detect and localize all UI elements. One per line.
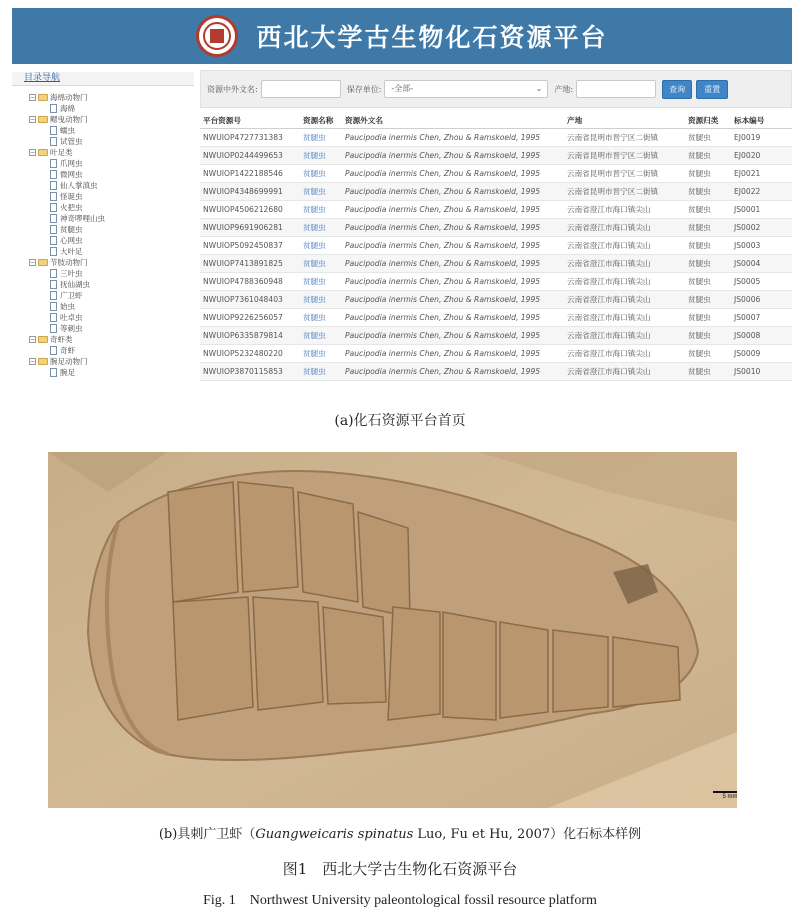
table-cell: NWUIOP0244499653: [200, 146, 300, 164]
tree-node-label: 海绵: [60, 104, 75, 113]
document-icon: [50, 247, 57, 256]
fossil-specimen-photo: [48, 452, 737, 808]
table-cell: NWUIOP4506212680: [200, 200, 300, 218]
table-cell: 贫腿虫: [685, 200, 731, 218]
tree-node-label: 始虫: [60, 302, 75, 311]
table-cell: Paucipodia inermis Chen, Zhou & Ramskoeld, 1995: [342, 182, 564, 200]
table-cell: NWUIOP4727731383: [200, 128, 300, 146]
tree-node-label: 海绵动物门: [50, 93, 88, 102]
caption-b: [0, 823, 800, 842]
collapse-toggle-icon[interactable]: −: [30, 259, 36, 266]
tree-leaf-node[interactable]: [12, 301, 194, 312]
table-cell: 贫腿虫: [685, 344, 731, 362]
tree-leaf-node[interactable]: [12, 323, 194, 334]
name-label: 资源中外文名:: [207, 84, 258, 94]
tree-node-label: 怪诞虫: [60, 192, 83, 201]
table-row[interactable]: [200, 362, 792, 380]
tree-leaf-node[interactable]: [12, 268, 194, 279]
table-cell: Paucipodia inermis Chen, Zhou & Ramskoeld, 1995: [342, 200, 564, 218]
table-cell: NWUIOP3870115853: [200, 362, 300, 380]
document-icon: [50, 324, 57, 333]
table-cell: 云南省澄江市海口镇尖山: [564, 344, 685, 362]
tree-leaf-node[interactable]: [12, 246, 194, 257]
document-icon: [50, 291, 57, 300]
unit-select[interactable]: [384, 80, 548, 98]
tree-node-label: 腕足动物门: [50, 357, 88, 366]
tree-leaf-node[interactable]: [12, 279, 194, 290]
folder-icon: [38, 94, 48, 101]
resource-name-link[interactable]: 贫腿虫: [300, 128, 342, 146]
tree-folder-node[interactable]: [12, 114, 194, 125]
table-cell: 贫腿虫: [685, 290, 731, 308]
column-header[interactable]: 平台资源号: [200, 114, 300, 128]
table-cell: JS0004: [731, 254, 792, 272]
collapse-toggle-icon[interactable]: −: [30, 358, 36, 365]
tree-node-label: 仙人掌滇虫: [60, 181, 98, 190]
tree-folder-node[interactable]: [12, 147, 194, 158]
table-row[interactable]: [200, 272, 792, 290]
caption-b-prefix: (b)具刺广卫虾（: [158, 827, 256, 842]
chevron-down-icon: ⌄: [535, 84, 543, 93]
tree-node-label: 大叶足: [60, 247, 83, 256]
document-icon: [50, 126, 57, 135]
table-cell: EJ0020: [731, 146, 792, 164]
table-cell: 云南省澄江市海口镇尖山: [564, 254, 685, 272]
table-cell: 云南省澄江市海口镇尖山: [564, 290, 685, 308]
table-cell: 云南省澄江市海口镇尖山: [564, 200, 685, 218]
table-row[interactable]: [200, 164, 792, 182]
tree-leaf-node[interactable]: [12, 290, 194, 301]
table-cell: EJ0019: [731, 128, 792, 146]
table-cell: 云南省昆明市晋宁区二街镇: [564, 128, 685, 146]
caption-a: (a)化石资源平台首页: [334, 413, 466, 429]
document-icon: [50, 346, 57, 355]
table-cell: JS0003: [731, 236, 792, 254]
resource-name-link[interactable]: 贫腿虫: [300, 182, 342, 200]
document-icon: [50, 170, 57, 179]
column-header[interactable]: 标本编号: [731, 114, 792, 128]
tree-node-label: 微网虫: [60, 170, 83, 179]
table-row[interactable]: [200, 200, 792, 218]
table-cell: NWUIOP6335879814: [200, 326, 300, 344]
table-cell: 贫腿虫: [685, 326, 731, 344]
university-seal-logo: [196, 15, 238, 57]
caption-b-species: Guangweicaris spinatus: [255, 827, 414, 842]
table-cell: Paucipodia inermis Chen, Zhou & Ramskoeld, 1995: [342, 254, 564, 272]
folder-icon: [38, 149, 48, 156]
table-row[interactable]: [200, 326, 792, 344]
figure-title-cn: 图1 西北大学古生物化石资源平台: [282, 860, 518, 878]
table-cell: 云南省澄江市海口镇尖山: [564, 272, 685, 290]
table-header-row: [200, 114, 792, 128]
caption-b-suffix: Luo, Fu et Hu, 2007）化石标本样例: [413, 827, 642, 842]
table-cell: Paucipodia inermis Chen, Zhou & Ramskoeld, 1995: [342, 326, 564, 344]
resource-name-link[interactable]: 贫腿虫: [300, 164, 342, 182]
tree-node-label: 贫腿虫: [60, 225, 83, 234]
tree-leaf-node[interactable]: [12, 158, 194, 169]
table-cell: 贫腿虫: [685, 236, 731, 254]
document-icon: [50, 225, 57, 234]
scale-bar: [710, 791, 737, 800]
table-cell: 贫腿虫: [685, 146, 731, 164]
table-cell: 贫腿虫: [685, 218, 731, 236]
document-icon: [50, 159, 57, 168]
unit-select-value: -全部-: [391, 84, 414, 93]
table-cell: EJ0022: [731, 182, 792, 200]
table-cell: NWUIOP7413891825: [200, 254, 300, 272]
table-cell: Paucipodia inermis Chen, Zhou & Ramskoeld, 1995: [342, 164, 564, 182]
collapse-toggle-icon[interactable]: −: [30, 336, 36, 343]
category-tree: [12, 86, 194, 378]
table-cell: JS0009: [731, 344, 792, 362]
table-cell: JS0007: [731, 308, 792, 326]
table-cell: NWUIOP1422188546: [200, 164, 300, 182]
resource-table: [200, 114, 792, 381]
table-row[interactable]: [200, 146, 792, 164]
tree-node-label: 奇虾类: [50, 335, 73, 344]
tree-leaf-node[interactable]: [12, 367, 194, 378]
table-cell: Paucipodia inermis Chen, Zhou & Ramskoeld, 1995: [342, 308, 564, 326]
resource-name-link[interactable]: 贫腿虫: [300, 200, 342, 218]
table-cell: 贫腿虫: [685, 362, 731, 380]
collapse-toggle-icon[interactable]: −: [30, 149, 36, 156]
reset-button[interactable]: 重置: [696, 80, 728, 99]
table-cell: NWUIOP9226256057: [200, 308, 300, 326]
document-icon: [50, 313, 57, 322]
document-icon: [50, 203, 57, 212]
document-icon: [50, 368, 57, 377]
table-cell: NWUIOP4788360948: [200, 272, 300, 290]
scale-bar-label: 5 mm: [722, 794, 737, 800]
document-icon: [50, 192, 57, 201]
resource-name-link[interactable]: 贫腿虫: [300, 236, 342, 254]
folder-icon: [38, 259, 48, 266]
origin-label: 产地:: [554, 84, 574, 94]
tree-node-label: 鳃曳动物门: [50, 115, 88, 124]
tree-node-label: 神奇啰哩山虫: [60, 214, 105, 223]
tree-node-label: 心网虫: [60, 236, 83, 245]
tree-leaf-node[interactable]: [12, 312, 194, 323]
table-cell: NWUIOP7361048403: [200, 290, 300, 308]
table-cell: Paucipodia inermis Chen, Zhou & Ramskoeld, 1995: [342, 218, 564, 236]
table-cell: EJ0021: [731, 164, 792, 182]
table-cell: 云南省澄江市海口镇尖山: [564, 326, 685, 344]
table-cell: Paucipodia inermis Chen, Zhou & Ramskoeld, 1995: [342, 344, 564, 362]
document-icon: [50, 269, 57, 278]
sidebar-title[interactable]: 目录导航: [12, 72, 194, 86]
tree-node-label: 抚仙湖虫: [60, 280, 90, 289]
folder-icon: [38, 336, 48, 343]
document-icon: [50, 302, 57, 311]
table-cell: JS0006: [731, 290, 792, 308]
tree-leaf-node[interactable]: [12, 202, 194, 213]
resource-name-link[interactable]: 贫腿虫: [300, 344, 342, 362]
table-cell: Paucipodia inermis Chen, Zhou & Ramskoeld, 1995: [342, 290, 564, 308]
table-cell: NWUIOP5232480220: [200, 344, 300, 362]
tree-node-label: 蠕虫: [60, 126, 75, 135]
site-title: 西北大学古生物化石资源平台: [256, 23, 608, 52]
origin-search-input[interactable]: [576, 80, 656, 98]
collapse-toggle-icon[interactable]: −: [30, 116, 36, 123]
table-cell: 贫腿虫: [685, 254, 731, 272]
name-search-input[interactable]: [261, 80, 341, 98]
scale-bar-line: [713, 791, 737, 793]
unit-label: 保存单位:: [346, 84, 382, 94]
tree-leaf-node[interactable]: [12, 224, 194, 235]
resource-name-link[interactable]: 贫腿虫: [300, 218, 342, 236]
table-cell: 云南省澄江市海口镇尖山: [564, 308, 685, 326]
tree-folder-node[interactable]: [12, 356, 194, 367]
search-bar: [200, 70, 792, 108]
resource-name-link[interactable]: 贫腿虫: [300, 272, 342, 290]
table-row[interactable]: [200, 182, 792, 200]
document-icon: [50, 280, 57, 289]
table-cell: 贫腿虫: [685, 272, 731, 290]
table-cell: 云南省澄江市海口镇尖山: [564, 218, 685, 236]
tree-node-label: 火把虫: [60, 203, 83, 212]
column-header[interactable]: 产地: [564, 114, 685, 128]
table-row[interactable]: [200, 308, 792, 326]
table-row[interactable]: [200, 254, 792, 272]
resource-name-link[interactable]: 贫腿虫: [300, 290, 342, 308]
figure-title-en: Fig. 1 Northwest University paleontological fossil resource platform: [203, 893, 597, 908]
column-header[interactable]: 资源名称: [300, 114, 342, 128]
tree-node-label: 等刺虫: [60, 324, 83, 333]
document-icon: [50, 181, 57, 190]
table-cell: 云南省昆明市晋宁区二街镇: [564, 182, 685, 200]
table-cell: JS0008: [731, 326, 792, 344]
table-cell: JS0001: [731, 200, 792, 218]
resource-name-link[interactable]: 贫腿虫: [300, 362, 342, 380]
table-cell: NWUIOP5092450837: [200, 236, 300, 254]
table-cell: JS0002: [731, 218, 792, 236]
resource-name-link[interactable]: 贫腿虫: [300, 254, 342, 272]
collapse-toggle-icon[interactable]: −: [30, 94, 36, 101]
table-cell: 贫腿虫: [685, 308, 731, 326]
tree-leaf-node[interactable]: [12, 136, 194, 147]
table-row[interactable]: [200, 218, 792, 236]
table-row[interactable]: [200, 290, 792, 308]
tree-node-label: 节肢动物门: [50, 258, 88, 267]
main-panel: [200, 70, 792, 400]
table-cell: 云南省澄江市海口镇尖山: [564, 236, 685, 254]
tree-folder-node[interactable]: [12, 257, 194, 268]
table-cell: JS0005: [731, 272, 792, 290]
site-header: [12, 8, 792, 64]
table-cell: Paucipodia inermis Chen, Zhou & Ramskoeld, 1995: [342, 272, 564, 290]
tree-leaf-node[interactable]: [12, 345, 194, 356]
table-cell: 贫腿虫: [685, 164, 731, 182]
table-row[interactable]: [200, 236, 792, 254]
table-cell: Paucipodia inermis Chen, Zhou & Ramskoeld, 1995: [342, 146, 564, 164]
table-cell: 贫腿虫: [685, 128, 731, 146]
table-cell: JS0010: [731, 362, 792, 380]
tree-node-label: 广卫虾: [60, 291, 83, 300]
tree-leaf-node[interactable]: [12, 125, 194, 136]
catalog-sidebar: [12, 72, 194, 400]
tree-folder-node[interactable]: [12, 92, 194, 103]
tree-node-label: 腕足: [60, 368, 75, 377]
resource-name-link[interactable]: 贫腿虫: [300, 308, 342, 326]
table-cell: 云南省澄江市海口镇尖山: [564, 362, 685, 380]
table-row[interactable]: [200, 344, 792, 362]
tree-node-label: 爪网虫: [60, 159, 83, 168]
table-cell: 云南省昆明市晋宁区二街镇: [564, 164, 685, 182]
table-cell: 贫腿虫: [685, 182, 731, 200]
table-row[interactable]: [200, 128, 792, 146]
tree-leaf-node[interactable]: [12, 191, 194, 202]
table-cell: Paucipodia inermis Chen, Zhou & Ramskoeld, 1995: [342, 128, 564, 146]
table-cell: NWUIOP4348699991: [200, 182, 300, 200]
tree-folder-node[interactable]: [12, 334, 194, 345]
resource-name-link[interactable]: 贫腿虫: [300, 326, 342, 344]
table-cell: 云南省昆明市晋宁区二街镇: [564, 146, 685, 164]
folder-icon: [38, 116, 48, 123]
column-header[interactable]: 资源归类: [685, 114, 731, 128]
table-cell: Paucipodia inermis Chen, Zhou & Ramskoeld, 1995: [342, 362, 564, 380]
resource-name-link[interactable]: 贫腿虫: [300, 146, 342, 164]
query-button[interactable]: 查询: [662, 80, 692, 99]
document-icon: [50, 236, 57, 245]
platform-screenshot: [12, 8, 792, 400]
tree-node-label: 三叶虫: [60, 269, 83, 278]
folder-icon: [38, 358, 48, 365]
document-icon: [50, 214, 57, 223]
document-icon: [50, 104, 57, 113]
tree-node-label: 叶足类: [50, 148, 73, 157]
table-body: [200, 128, 792, 380]
tree-leaf-node[interactable]: [12, 213, 194, 224]
table-cell: NWUIOP9691906281: [200, 218, 300, 236]
column-header[interactable]: 资源外文名: [342, 114, 564, 128]
tree-node-label: 试管虫: [60, 137, 83, 146]
tree-leaf-node[interactable]: [12, 180, 194, 191]
document-icon: [50, 137, 57, 146]
table-cell: Paucipodia inermis Chen, Zhou & Ramskoeld, 1995: [342, 236, 564, 254]
tree-node-label: 奇虾: [60, 346, 75, 355]
tree-leaf-node[interactable]: [12, 235, 194, 246]
tree-leaf-node[interactable]: [12, 169, 194, 180]
tree-leaf-node[interactable]: [12, 103, 194, 114]
tree-node-label: 吐卓虫: [60, 313, 83, 322]
